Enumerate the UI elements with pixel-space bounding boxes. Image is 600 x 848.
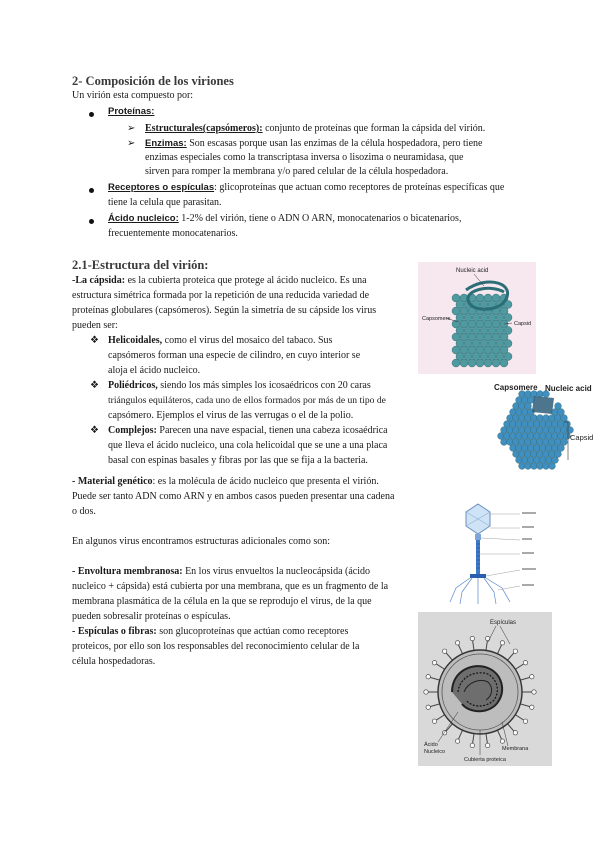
capsomere-ball <box>549 427 556 434</box>
capsomere-ball <box>552 409 559 416</box>
phage-baseplate <box>470 574 486 578</box>
polyhedral-line2: triángulos equiláteros, cada uno de ellos formados por más de un tipo de <box>108 395 386 406</box>
spike-head <box>432 719 436 723</box>
capsomere-ball <box>555 439 562 446</box>
capsomere-ball <box>543 439 550 446</box>
capsomere-ball <box>540 457 547 464</box>
capsomere-ball <box>513 427 520 434</box>
capsomere-ball <box>522 397 529 404</box>
capsomere-ball <box>522 457 529 464</box>
capsomere-ball <box>564 421 571 428</box>
capsomere-ball <box>555 451 562 458</box>
capsomere-ball <box>543 451 550 458</box>
capsomere-ball <box>516 445 523 452</box>
capsomere-ball <box>528 457 535 464</box>
capsomere-ball <box>552 457 559 464</box>
complex-line2: que lleva el ácido nucleico, una cola helicoidal que se une a una placa <box>108 440 388 451</box>
capsomere-ball <box>516 421 523 428</box>
spike-head <box>523 661 527 665</box>
capsomere-ball <box>534 433 541 440</box>
diamond-bullet-icon: ❖ <box>90 425 99 436</box>
capsomere-ball <box>549 463 556 470</box>
capsomere-ball <box>558 433 565 440</box>
capsomere-ball <box>513 451 520 458</box>
nucleic-acid-line2: frecuentemente monocatenarios. <box>108 228 238 239</box>
capsomere-ball <box>500 359 508 367</box>
section-title-composition: 2- Composición de los viriones <box>72 74 234 88</box>
capsomere-ball <box>531 463 538 470</box>
capsomere-ball <box>519 463 526 470</box>
structural-proteins-item: Estructurales(capsómeros): conjunto de proteínas que forman la cápsida del virión. <box>145 123 486 134</box>
complex-item: Complejos: Parecen una nave espacial, tienen una cabeza icosaédrica <box>108 425 388 436</box>
spike-head <box>470 636 474 640</box>
spike-head <box>523 719 527 723</box>
envelope-line4: pueden sobresalir proteínas o espículas. <box>72 611 231 622</box>
capsomere-ball <box>555 415 562 422</box>
capsomere-ball <box>537 439 544 446</box>
capsomere-ball <box>513 403 520 410</box>
capsomere-ball <box>531 415 538 422</box>
capsomere-ball <box>561 415 568 422</box>
capsomere-ball <box>510 445 517 452</box>
capsomere-ball <box>522 433 529 440</box>
spike-head <box>424 690 428 694</box>
spike-head <box>470 743 474 747</box>
spikes-line3: célula hospedadoras. <box>72 656 156 667</box>
spike-head <box>432 661 436 665</box>
capsomere-ball <box>531 439 538 446</box>
spike-head <box>513 649 517 653</box>
spike-head <box>455 641 459 645</box>
spike-head <box>513 731 517 735</box>
capsomere-ball <box>525 439 532 446</box>
capsomere-ball <box>549 451 556 458</box>
capsomere-ball <box>525 427 532 434</box>
capsomere-ball <box>525 463 532 470</box>
envelope-nucleic-label: Ácido Nucleico <box>424 742 446 755</box>
spike-head <box>455 739 459 743</box>
capsomere-ball <box>546 457 553 464</box>
cutaway-nucleic-core <box>532 396 554 414</box>
capsomere-ball <box>460 359 468 367</box>
capsomere-ball <box>537 415 544 422</box>
capsid-line3: proteínas globulares (capsómeros). Según la simetría de su cápside los virus <box>72 305 377 316</box>
enzymes-line2: enzimas especiales como la transcriptasa inversa o lisozima o neuramidasa, que <box>145 152 464 163</box>
arrow-bullet-icon: ➢ <box>127 123 136 134</box>
capsomere-ball <box>501 439 508 446</box>
capsomere-ball <box>510 421 517 428</box>
capsomere-ball <box>525 403 532 410</box>
capsomere-ball <box>546 445 553 452</box>
capsomere-ball <box>558 421 565 428</box>
section-title-structure: 2.1-Estructura del virión: <box>72 258 209 272</box>
genetic-line3: o dos. <box>72 506 96 517</box>
polyhedral-item: Poliédricos, siendo los más simples los icosaédricos con 20 caras <box>108 380 371 391</box>
capsomere-ball <box>546 421 553 428</box>
envelope-line2: nucleico + cápsida) está cubierta por una membrana, que es un fragmento de la <box>72 581 389 592</box>
capsomere-ball <box>552 421 559 428</box>
capsomere-ball <box>549 415 556 422</box>
bullet-dot-icon <box>89 188 94 193</box>
capsid-paragraph: -La cápsida: es la cubierta proteica que protege al ácido nucleico. Es una <box>72 275 367 286</box>
proteins-heading: Proteínas: <box>108 106 155 117</box>
capsomere-ball <box>549 439 556 446</box>
bullet-dot-icon <box>89 112 94 117</box>
capsomere-ball <box>525 451 532 458</box>
capsomere-ball <box>531 427 538 434</box>
capsomere-ball <box>561 427 568 434</box>
envelope-line3: membrana plasmática de la célula en la que se reprodujo el virus, de la que <box>72 596 372 607</box>
receptors-line2: tiene la celula que parasitan. <box>108 197 222 208</box>
capsomere-ball <box>543 463 550 470</box>
nucleic-acid-item: Ácido nucleico: 1-2% del virión, tiene o ADN O ARN, monocatenarios o bicatenarios, <box>108 213 462 224</box>
capsomere-ball <box>522 445 529 452</box>
complex-virus-figure <box>448 498 558 606</box>
capsomere-ball <box>519 451 526 458</box>
envelope-membrane-label: Membrana <box>502 746 529 752</box>
capsomere-ball <box>534 421 541 428</box>
spikes-paragraph: - Espículas o fibras: son glucoproteínas que actúan como receptores <box>72 626 349 637</box>
capsomere-ball <box>561 439 568 446</box>
spike-head <box>426 705 430 709</box>
capsomere-ball <box>528 421 535 428</box>
capsomere-ball <box>513 439 520 446</box>
spike-head <box>485 743 489 747</box>
phage-collar <box>475 534 481 540</box>
envelope-spikes-label: Espículas <box>490 620 517 626</box>
capsomere-ball <box>543 427 550 434</box>
capsomere-ball <box>476 359 484 367</box>
spike-head <box>500 641 504 645</box>
spike-head <box>426 675 430 679</box>
enzymes-item: Enzimas: Son escasas porque usan las enzimas de la célula hospedadora, pero tiene <box>145 138 483 149</box>
helical-capsomere-label: Capsomere <box>422 316 451 322</box>
capsomere-ball <box>519 415 526 422</box>
capsomere-ball <box>522 421 529 428</box>
spikes-line2: proteicos, por ello son los responsables del reconocimiento celular de la <box>72 641 360 652</box>
capsomere-ball <box>528 445 535 452</box>
helical-capsid-label: Capsid <box>514 321 532 327</box>
helical-line2: capsómeros forman una especie de cilindro, en cuyo interior se <box>108 350 361 361</box>
capsomere-ball <box>492 359 500 367</box>
capsomere-ball <box>468 359 476 367</box>
genetic-material-paragraph: - Material genético: es la molécula de ácido nucleico que presenta el virión. <box>72 476 379 487</box>
phage-tail-fibers <box>450 578 510 604</box>
capsid-line4: pueden ser: <box>72 320 118 331</box>
diamond-bullet-icon: ❖ <box>90 380 99 391</box>
enzymes-line3: sirven para romper la membrana y/o pared celular de la célula hospedadora. <box>145 166 449 177</box>
capsomere-ball <box>516 397 523 404</box>
spike-head <box>442 649 446 653</box>
capsomere-ball <box>528 433 535 440</box>
capsomere-ball <box>522 409 529 416</box>
additional-structures-intro: En algunos virus encontramos estructuras adicionales como son: <box>72 536 330 547</box>
icosahedral-virus-figure <box>494 382 594 474</box>
receptors-item: Receptores o espículas: glicoproteínas que actuan como receptores de proteínas específicas que <box>108 182 505 193</box>
capsomere-ball <box>516 433 523 440</box>
helical-line3: aloja el ácido nucleico. <box>108 365 201 376</box>
spike-head <box>530 675 534 679</box>
enveloped-virus-figure <box>418 612 552 766</box>
icosa-capsid-label: Capsid <box>570 433 594 442</box>
capsomere-ball <box>537 451 544 458</box>
phage-tail <box>476 540 480 574</box>
helical-nucleic-label: Nucleic acid <box>456 268 489 274</box>
envelope-cover-label: Cubierta proteica <box>464 757 506 763</box>
capsomere-ball <box>504 433 511 440</box>
capsomere-ball <box>516 457 523 464</box>
helical-item: Helicoidales, como el virus del mosaico del tabaco. Sus <box>108 335 333 346</box>
capsomere-ball <box>501 427 508 434</box>
capsomere-ball <box>540 445 547 452</box>
capsomere-ball <box>534 457 541 464</box>
capsomere-ball <box>531 451 538 458</box>
capsomere-ball <box>519 403 526 410</box>
capsomere-ball <box>543 415 550 422</box>
polyhedral-line3: capsómero. Ejemplos el virus de las verrugas o el de la polio. <box>108 410 354 421</box>
capsomere-ball <box>537 427 544 434</box>
capsomere-ball <box>558 409 565 416</box>
capsomere-ball <box>546 433 553 440</box>
bullet-dot-icon <box>89 219 94 224</box>
capsomere-ball <box>507 439 514 446</box>
capsomere-ball <box>504 421 511 428</box>
capsomere-ball <box>540 421 547 428</box>
capsomere-ball <box>484 359 492 367</box>
composition-intro: Un virión esta compuesto por: <box>72 90 194 101</box>
diamond-bullet-icon: ❖ <box>90 335 99 346</box>
capsomere-ball <box>498 433 505 440</box>
helical-virus-figure <box>418 262 536 374</box>
complex-line3: basal con espinas basales y fibras por las que se fija a la bacteria. <box>108 455 368 466</box>
capsomere-ball <box>507 427 514 434</box>
capsomere-ball <box>516 409 523 416</box>
icosa-capsomere-label: Capsomere <box>494 383 538 392</box>
capsomere-ball <box>540 433 547 440</box>
spike-head <box>530 705 534 709</box>
icosa-nucleic-label: Nucleic acid <box>545 384 592 393</box>
capsomere-ball <box>519 427 526 434</box>
capsomere-ball <box>510 409 517 416</box>
capsomere-ball <box>552 445 559 452</box>
spike-head <box>532 690 536 694</box>
capsomere-ball <box>552 433 559 440</box>
capsomere-ball <box>525 415 532 422</box>
capsomere-ball <box>558 445 565 452</box>
arrow-bullet-icon: ➢ <box>127 138 136 149</box>
capsomere-ball <box>513 415 520 422</box>
capsid-line2: estructura simétrica formada por la repetición de una reducida variedad de <box>72 290 370 301</box>
envelope-paragraph: - Envoltura membranosa: En los virus envueltos la nucleocápsida (ácido <box>72 566 371 577</box>
capsomere-ball <box>555 403 562 410</box>
capsomere-ball <box>510 433 517 440</box>
capsomere-ball <box>537 463 544 470</box>
spike-head <box>500 739 504 743</box>
capsomere-ball <box>519 439 526 446</box>
capsomere-ball <box>507 415 514 422</box>
capsomere-ball <box>555 427 562 434</box>
capsomere-ball <box>452 359 460 367</box>
capsomere-ball <box>534 445 541 452</box>
genetic-line2: Puede ser tanto ADN como ARN y en ambos casos pueden presentar una cadena <box>72 491 395 502</box>
